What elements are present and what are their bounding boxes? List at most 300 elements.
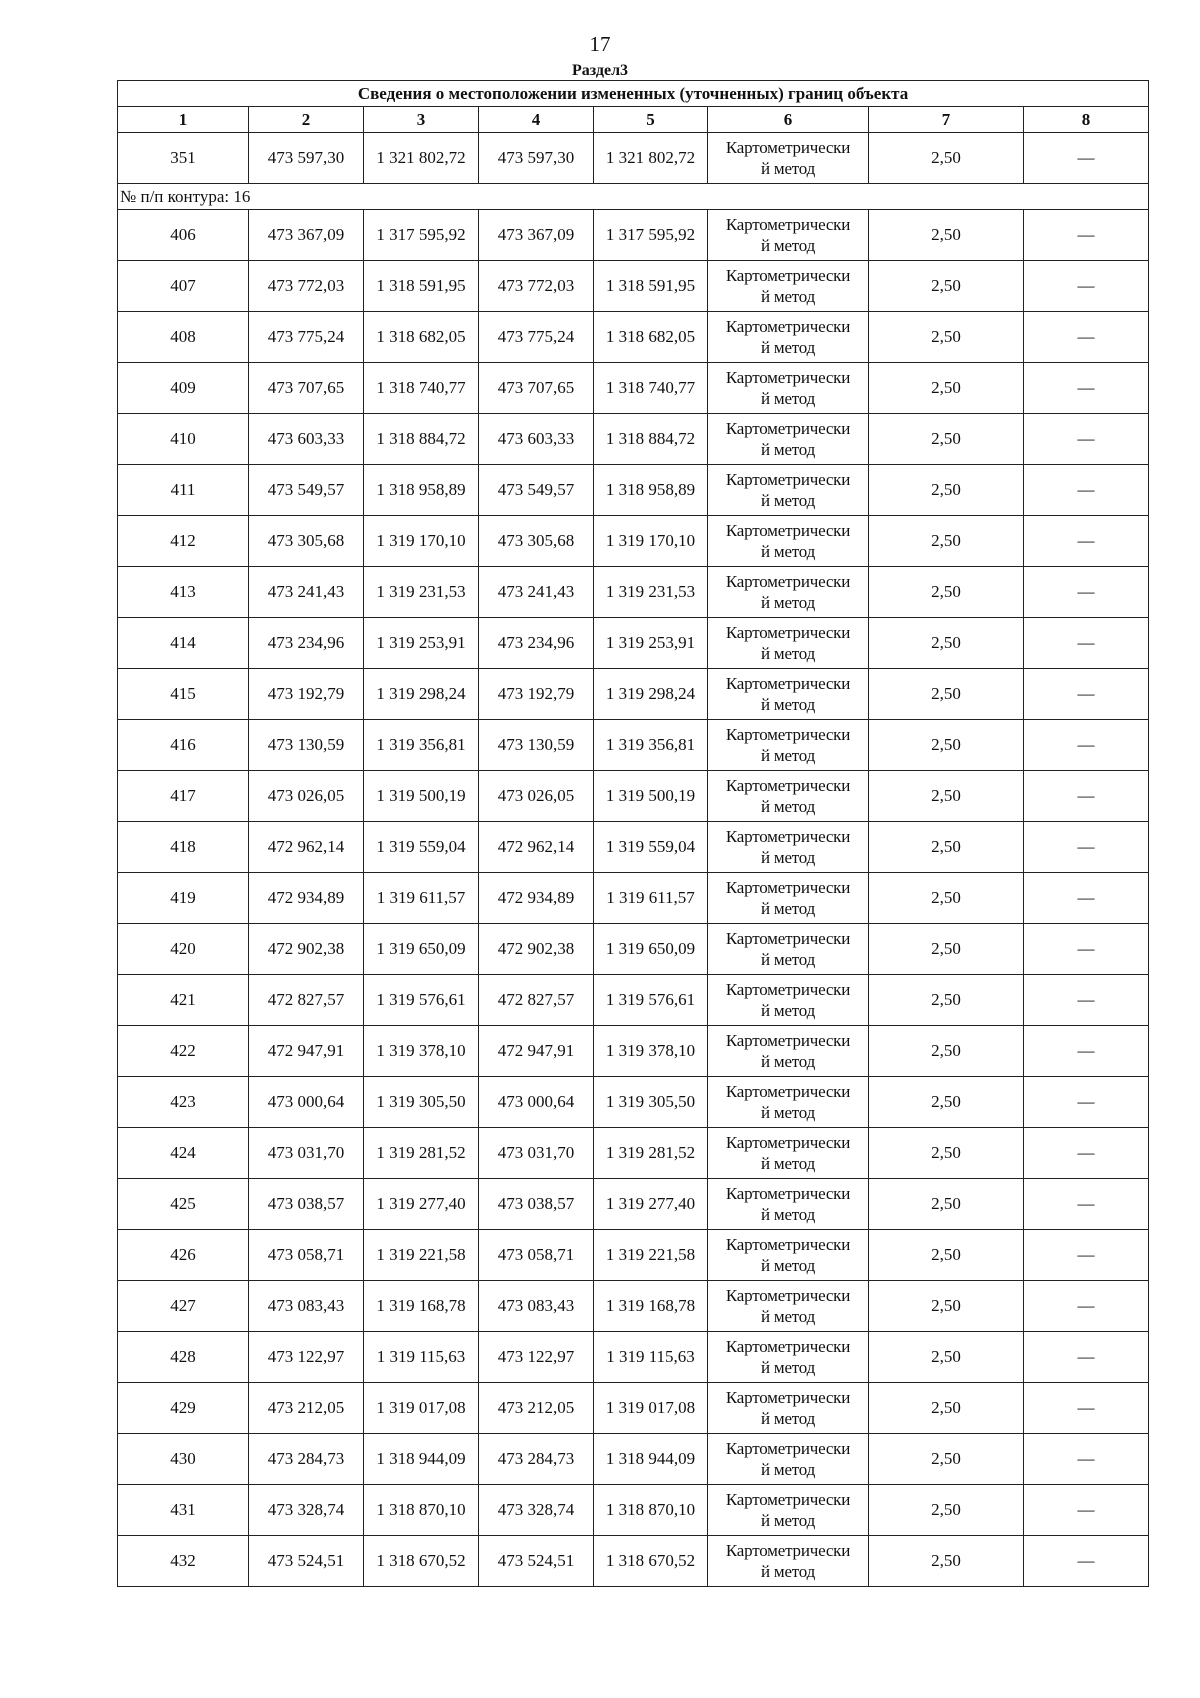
table-cell: 351 [118,133,249,184]
table-row [118,924,1149,975]
table-cell: 2,50 [869,516,1024,567]
table-cell: — [1024,1128,1149,1179]
method-text: й метод [760,746,816,765]
column-header: 6 [708,107,869,133]
table-cell: 2,50 [869,924,1024,975]
table-cell: — [1024,210,1149,261]
method-cell [708,363,869,414]
table-cell: 473 122,97 [249,1332,364,1383]
table-cell: 473 192,79 [479,669,594,720]
table-cell: 2,50 [869,1536,1024,1587]
table-cell: 1 319 378,10 [594,1026,708,1077]
method-text: й метод [760,338,816,357]
table-row [118,1485,1149,1536]
method-text: Картометрически [725,1541,851,1560]
method-cell [708,1026,869,1077]
table-cell: — [1024,465,1149,516]
table-cell: 413 [118,567,249,618]
table-cell: 473 597,30 [249,133,364,184]
table-cell: 473 328,74 [479,1485,594,1536]
method-cell [708,1383,869,1434]
method-cell [708,567,869,618]
method-text: й метод [760,1562,816,1581]
table-row [118,1332,1149,1383]
table-cell: — [1024,1536,1149,1587]
table-cell: 1 318 740,77 [364,363,479,414]
page-number: 17 [589,32,611,56]
method-text: й метод [760,1001,816,1020]
table-cell: 1 319 253,91 [594,618,708,669]
table-cell: 473 707,65 [249,363,364,414]
table-row [118,1179,1149,1230]
table-cell: 1 319 305,50 [594,1077,708,1128]
table-cell: 2,50 [869,720,1024,771]
table-cell: 425 [118,1179,249,1230]
table-row [118,1383,1149,1434]
table-cell: 1 319 277,40 [594,1179,708,1230]
table-cell: 472 962,14 [249,822,364,873]
table-cell: 473 000,64 [479,1077,594,1128]
table-cell: 1 317 595,92 [594,210,708,261]
table-cell: 409 [118,363,249,414]
method-text: й метод [760,593,816,612]
table-cell: 422 [118,1026,249,1077]
table-row [118,975,1149,1026]
table-cell: 412 [118,516,249,567]
table-cell: 473 524,51 [479,1536,594,1587]
table-cell: 1 319 170,10 [594,516,708,567]
table-caption-row [118,81,1149,107]
table-cell: 2,50 [869,1179,1024,1230]
table-cell: — [1024,669,1149,720]
table-cell: 2,50 [869,312,1024,363]
method-cell [708,873,869,924]
table-cell: — [1024,133,1149,184]
table-cell: 1 319 017,08 [594,1383,708,1434]
table-cell: 1 319 611,57 [594,873,708,924]
table-cell: 407 [118,261,249,312]
table-cell: 1 319 277,40 [364,1179,479,1230]
table-cell: 2,50 [869,1383,1024,1434]
table-cell: 1 318 870,10 [364,1485,479,1536]
table-row [118,363,1149,414]
table-cell: 423 [118,1077,249,1128]
table-row [118,1434,1149,1485]
table-cell: 1 318 944,09 [364,1434,479,1485]
table-cell: 2,50 [869,1230,1024,1281]
method-text: Картометрически [725,623,851,642]
method-text: й метод [760,287,816,306]
table-cell: 2,50 [869,669,1024,720]
table-cell: 417 [118,771,249,822]
table-cell: 472 947,91 [249,1026,364,1077]
table-cell: — [1024,1485,1149,1536]
table-cell: — [1024,771,1149,822]
method-cell [708,312,869,363]
table-cell: 427 [118,1281,249,1332]
method-text: Картометрически [725,776,851,795]
table-cell: 424 [118,1128,249,1179]
table-cell: 473 549,57 [479,465,594,516]
table-row [118,210,1149,261]
method-text: й метод [760,1307,816,1326]
table-cell: 1 317 595,92 [364,210,479,261]
table-cell: 473 241,43 [479,567,594,618]
table-cell: 1 319 356,81 [594,720,708,771]
table-cell: 473 130,59 [479,720,594,771]
boundary-coordinates-table [117,80,1149,1587]
method-text: Картометрически [725,138,851,157]
method-text: Картометрически [725,980,851,999]
table-header-row [118,107,1149,133]
method-text: Картометрически [725,1235,851,1254]
method-text: й метод [760,1205,816,1224]
table-cell: 1 321 802,72 [594,133,708,184]
method-text: Картометрически [725,317,851,336]
table-cell: 1 321 802,72 [364,133,479,184]
table-cell: 1 319 253,91 [364,618,479,669]
table-cell: 411 [118,465,249,516]
method-cell [708,720,869,771]
table-row [118,465,1149,516]
table-row [118,312,1149,363]
table-cell: 418 [118,822,249,873]
table-cell: 2,50 [869,975,1024,1026]
table-cell: — [1024,261,1149,312]
table-cell: 473 058,71 [249,1230,364,1281]
table-cell: 2,50 [869,261,1024,312]
table-cell: 2,50 [869,1281,1024,1332]
table-row [118,414,1149,465]
table-cell: — [1024,1332,1149,1383]
method-text: й метод [760,491,816,510]
table-cell: 473 026,05 [249,771,364,822]
table-cell: 1 318 944,09 [594,1434,708,1485]
table-row [118,669,1149,720]
table-cell: 2,50 [869,1128,1024,1179]
method-cell [708,133,869,184]
method-text: Картометрически [725,1184,851,1203]
method-text: й метод [760,1154,816,1173]
method-text: й метод [760,236,816,255]
table-cell: 473 707,65 [479,363,594,414]
table-cell: 1 319 650,09 [364,924,479,975]
table-row [118,720,1149,771]
table-cell: 2,50 [869,771,1024,822]
table-cell: 2,50 [869,567,1024,618]
table-cell: — [1024,1230,1149,1281]
method-text: й метод [760,797,816,816]
table-cell: 416 [118,720,249,771]
method-cell [708,210,869,261]
method-cell [708,975,869,1026]
table-cell: 1 319 559,04 [594,822,708,873]
table-cell: 420 [118,924,249,975]
table-cell: 1 319 168,78 [594,1281,708,1332]
method-text: Картометрически [725,1133,851,1152]
column-header: 2 [249,107,364,133]
table-cell: 1 318 870,10 [594,1485,708,1536]
method-text: Картометрически [725,215,851,234]
method-text: Картометрически [725,521,851,540]
method-text: Картометрически [725,266,851,285]
table-cell: 414 [118,618,249,669]
method-text: Картометрически [725,368,851,387]
table-caption: Сведения о местоположении измененных (уточненных) границ объекта [118,81,1149,107]
table-cell: — [1024,363,1149,414]
table-cell: 473 284,73 [479,1434,594,1485]
table-cell: 1 319 576,61 [364,975,479,1026]
method-text: Картометрически [725,572,851,591]
table-row [118,822,1149,873]
table-cell: 473 603,33 [249,414,364,465]
table-cell: 1 319 221,58 [364,1230,479,1281]
table-cell: 1 319 017,08 [364,1383,479,1434]
table-cell: 1 319 650,09 [594,924,708,975]
table-cell: 473 026,05 [479,771,594,822]
table-cell: 1 318 591,95 [364,261,479,312]
table-cell: — [1024,1179,1149,1230]
table-cell: — [1024,873,1149,924]
table-cell: 473 000,64 [249,1077,364,1128]
table-cell: 1 319 115,63 [594,1332,708,1383]
table-cell: 2,50 [869,618,1024,669]
method-text: й метод [760,1511,816,1530]
table-cell: 2,50 [869,210,1024,261]
table-cell: 2,50 [869,1485,1024,1536]
method-cell [708,771,869,822]
method-text: Картометрически [725,878,851,897]
table-cell: — [1024,975,1149,1026]
table-cell: — [1024,414,1149,465]
table-cell: — [1024,822,1149,873]
table-cell: 473 212,05 [249,1383,364,1434]
table-cell: 473 241,43 [249,567,364,618]
method-cell [708,1128,869,1179]
table-cell: 2,50 [869,414,1024,465]
table-cell: 1 318 958,89 [594,465,708,516]
table-cell: 473 234,96 [249,618,364,669]
table-cell: 2,50 [869,1077,1024,1128]
table-cell: 1 318 591,95 [594,261,708,312]
table-cell: 473 192,79 [249,669,364,720]
table-cell: 1 318 884,72 [364,414,479,465]
table-cell: 1 319 500,19 [364,771,479,822]
table-cell: 473 031,70 [249,1128,364,1179]
table-cell: 2,50 [869,1434,1024,1485]
table-cell: 473 122,97 [479,1332,594,1383]
table-row [118,873,1149,924]
table-row [118,567,1149,618]
table-cell: 431 [118,1485,249,1536]
table-row [118,261,1149,312]
table-row [118,771,1149,822]
method-text: Картометрически [725,419,851,438]
method-text: Картометрически [725,725,851,744]
column-header: 4 [479,107,594,133]
table-cell: 419 [118,873,249,924]
table-cell: 473 549,57 [249,465,364,516]
table-cell: 1 319 281,52 [364,1128,479,1179]
table-cell: 473 130,59 [249,720,364,771]
method-text: й метод [760,389,816,408]
method-cell [708,1077,869,1128]
table-cell: 473 234,96 [479,618,594,669]
table-cell: 473 775,24 [249,312,364,363]
method-cell [708,1230,869,1281]
method-text: й метод [760,1358,816,1377]
table-cell: 472 934,89 [249,873,364,924]
table-cell: — [1024,567,1149,618]
method-text: й метод [760,1052,816,1071]
table-row [118,1281,1149,1332]
table-cell: 1 319 298,24 [594,669,708,720]
column-header: 3 [364,107,479,133]
table-row [118,133,1149,184]
table-cell: 472 947,91 [479,1026,594,1077]
method-text: Картометрически [725,674,851,693]
table-cell: 1 319 170,10 [364,516,479,567]
table-cell: — [1024,1281,1149,1332]
table-cell: 473 058,71 [479,1230,594,1281]
table-row [118,1026,1149,1077]
method-cell [708,1434,869,1485]
method-text: Картометрически [725,1082,851,1101]
method-cell [708,1179,869,1230]
table-cell: 430 [118,1434,249,1485]
table-cell: 1 318 682,05 [594,312,708,363]
method-cell [708,1485,869,1536]
table-cell: 1 319 231,53 [364,567,479,618]
table-cell: 1 318 740,77 [594,363,708,414]
method-cell [708,822,869,873]
method-text: й метод [760,1256,816,1275]
table-cell: 1 319 168,78 [364,1281,479,1332]
table-cell: 473 772,03 [479,261,594,312]
table-cell: 472 902,38 [249,924,364,975]
column-header: 8 [1024,107,1149,133]
method-text: й метод [760,899,816,918]
table-cell: 415 [118,669,249,720]
table-cell: 1 318 682,05 [364,312,479,363]
table-cell: 2,50 [869,1026,1024,1077]
table-cell: 473 031,70 [479,1128,594,1179]
table-cell: — [1024,618,1149,669]
method-text: Картометрически [725,1439,851,1458]
method-text: й метод [760,848,816,867]
method-text: й метод [760,542,816,561]
table-cell: 1 319 221,58 [594,1230,708,1281]
table-cell: — [1024,924,1149,975]
table-cell: 1 319 378,10 [364,1026,479,1077]
method-cell [708,261,869,312]
table-cell: 473 772,03 [249,261,364,312]
method-text: й метод [760,950,816,969]
table-cell: 472 827,57 [479,975,594,1026]
table-cell: 473 367,09 [479,210,594,261]
table-cell: 473 083,43 [249,1281,364,1332]
table-cell: 421 [118,975,249,1026]
table-cell: 473 038,57 [249,1179,364,1230]
table-cell: 428 [118,1332,249,1383]
table-cell: — [1024,516,1149,567]
table-cell: — [1024,1434,1149,1485]
table-cell: 472 962,14 [479,822,594,873]
table-cell: 1 319 115,63 [364,1332,479,1383]
method-cell [708,1536,869,1587]
method-cell [708,1332,869,1383]
table-cell: 1 318 670,52 [594,1536,708,1587]
method-cell [708,1281,869,1332]
method-text: Картометрически [725,827,851,846]
table-cell: 473 038,57 [479,1179,594,1230]
method-text: Картометрически [725,1337,851,1356]
method-text: й метод [760,440,816,459]
table-cell: 473 603,33 [479,414,594,465]
table-cell: — [1024,720,1149,771]
table-body [118,81,1149,1587]
table-cell: — [1024,312,1149,363]
method-cell [708,924,869,975]
table-row [118,516,1149,567]
method-cell [708,669,869,720]
table-cell: 473 305,68 [479,516,594,567]
table-cell: 473 212,05 [479,1383,594,1434]
table-cell: 429 [118,1383,249,1434]
method-text: й метод [760,1103,816,1122]
table-cell: 1 318 670,52 [364,1536,479,1587]
method-text: й метод [760,1460,816,1479]
table-cell: 1 319 231,53 [594,567,708,618]
table-cell: 1 319 576,61 [594,975,708,1026]
method-text: й метод [760,159,816,178]
method-text: Картометрически [725,1388,851,1407]
table-cell: 426 [118,1230,249,1281]
table-row [118,1128,1149,1179]
table-row [118,1230,1149,1281]
table-row [118,1077,1149,1128]
table-cell: 473 597,30 [479,133,594,184]
table-cell: 473 284,73 [249,1434,364,1485]
table-cell: 408 [118,312,249,363]
table-cell: 1 319 559,04 [364,822,479,873]
table-cell: 1 319 298,24 [364,669,479,720]
method-cell [708,465,869,516]
method-text: Картометрически [725,929,851,948]
table-cell: 1 319 305,50 [364,1077,479,1128]
table-cell: 2,50 [869,873,1024,924]
table-cell: 473 524,51 [249,1536,364,1587]
table-cell: 472 902,38 [479,924,594,975]
method-text: й метод [760,695,816,714]
table-cell: 2,50 [869,465,1024,516]
table-cell: 473 367,09 [249,210,364,261]
table-cell: 473 328,74 [249,1485,364,1536]
table-cell: — [1024,1026,1149,1077]
table-cell: 406 [118,210,249,261]
method-cell [708,516,869,567]
table-cell: 1 319 356,81 [364,720,479,771]
method-text: Картометрически [725,1286,851,1305]
contour-row [118,184,1149,210]
table-cell: — [1024,1077,1149,1128]
method-text: Картометрически [725,470,851,489]
table-cell: 472 934,89 [479,873,594,924]
method-text: Картометрически [725,1031,851,1050]
table-cell: 410 [118,414,249,465]
table-cell: 432 [118,1536,249,1587]
table-cell: 472 827,57 [249,975,364,1026]
